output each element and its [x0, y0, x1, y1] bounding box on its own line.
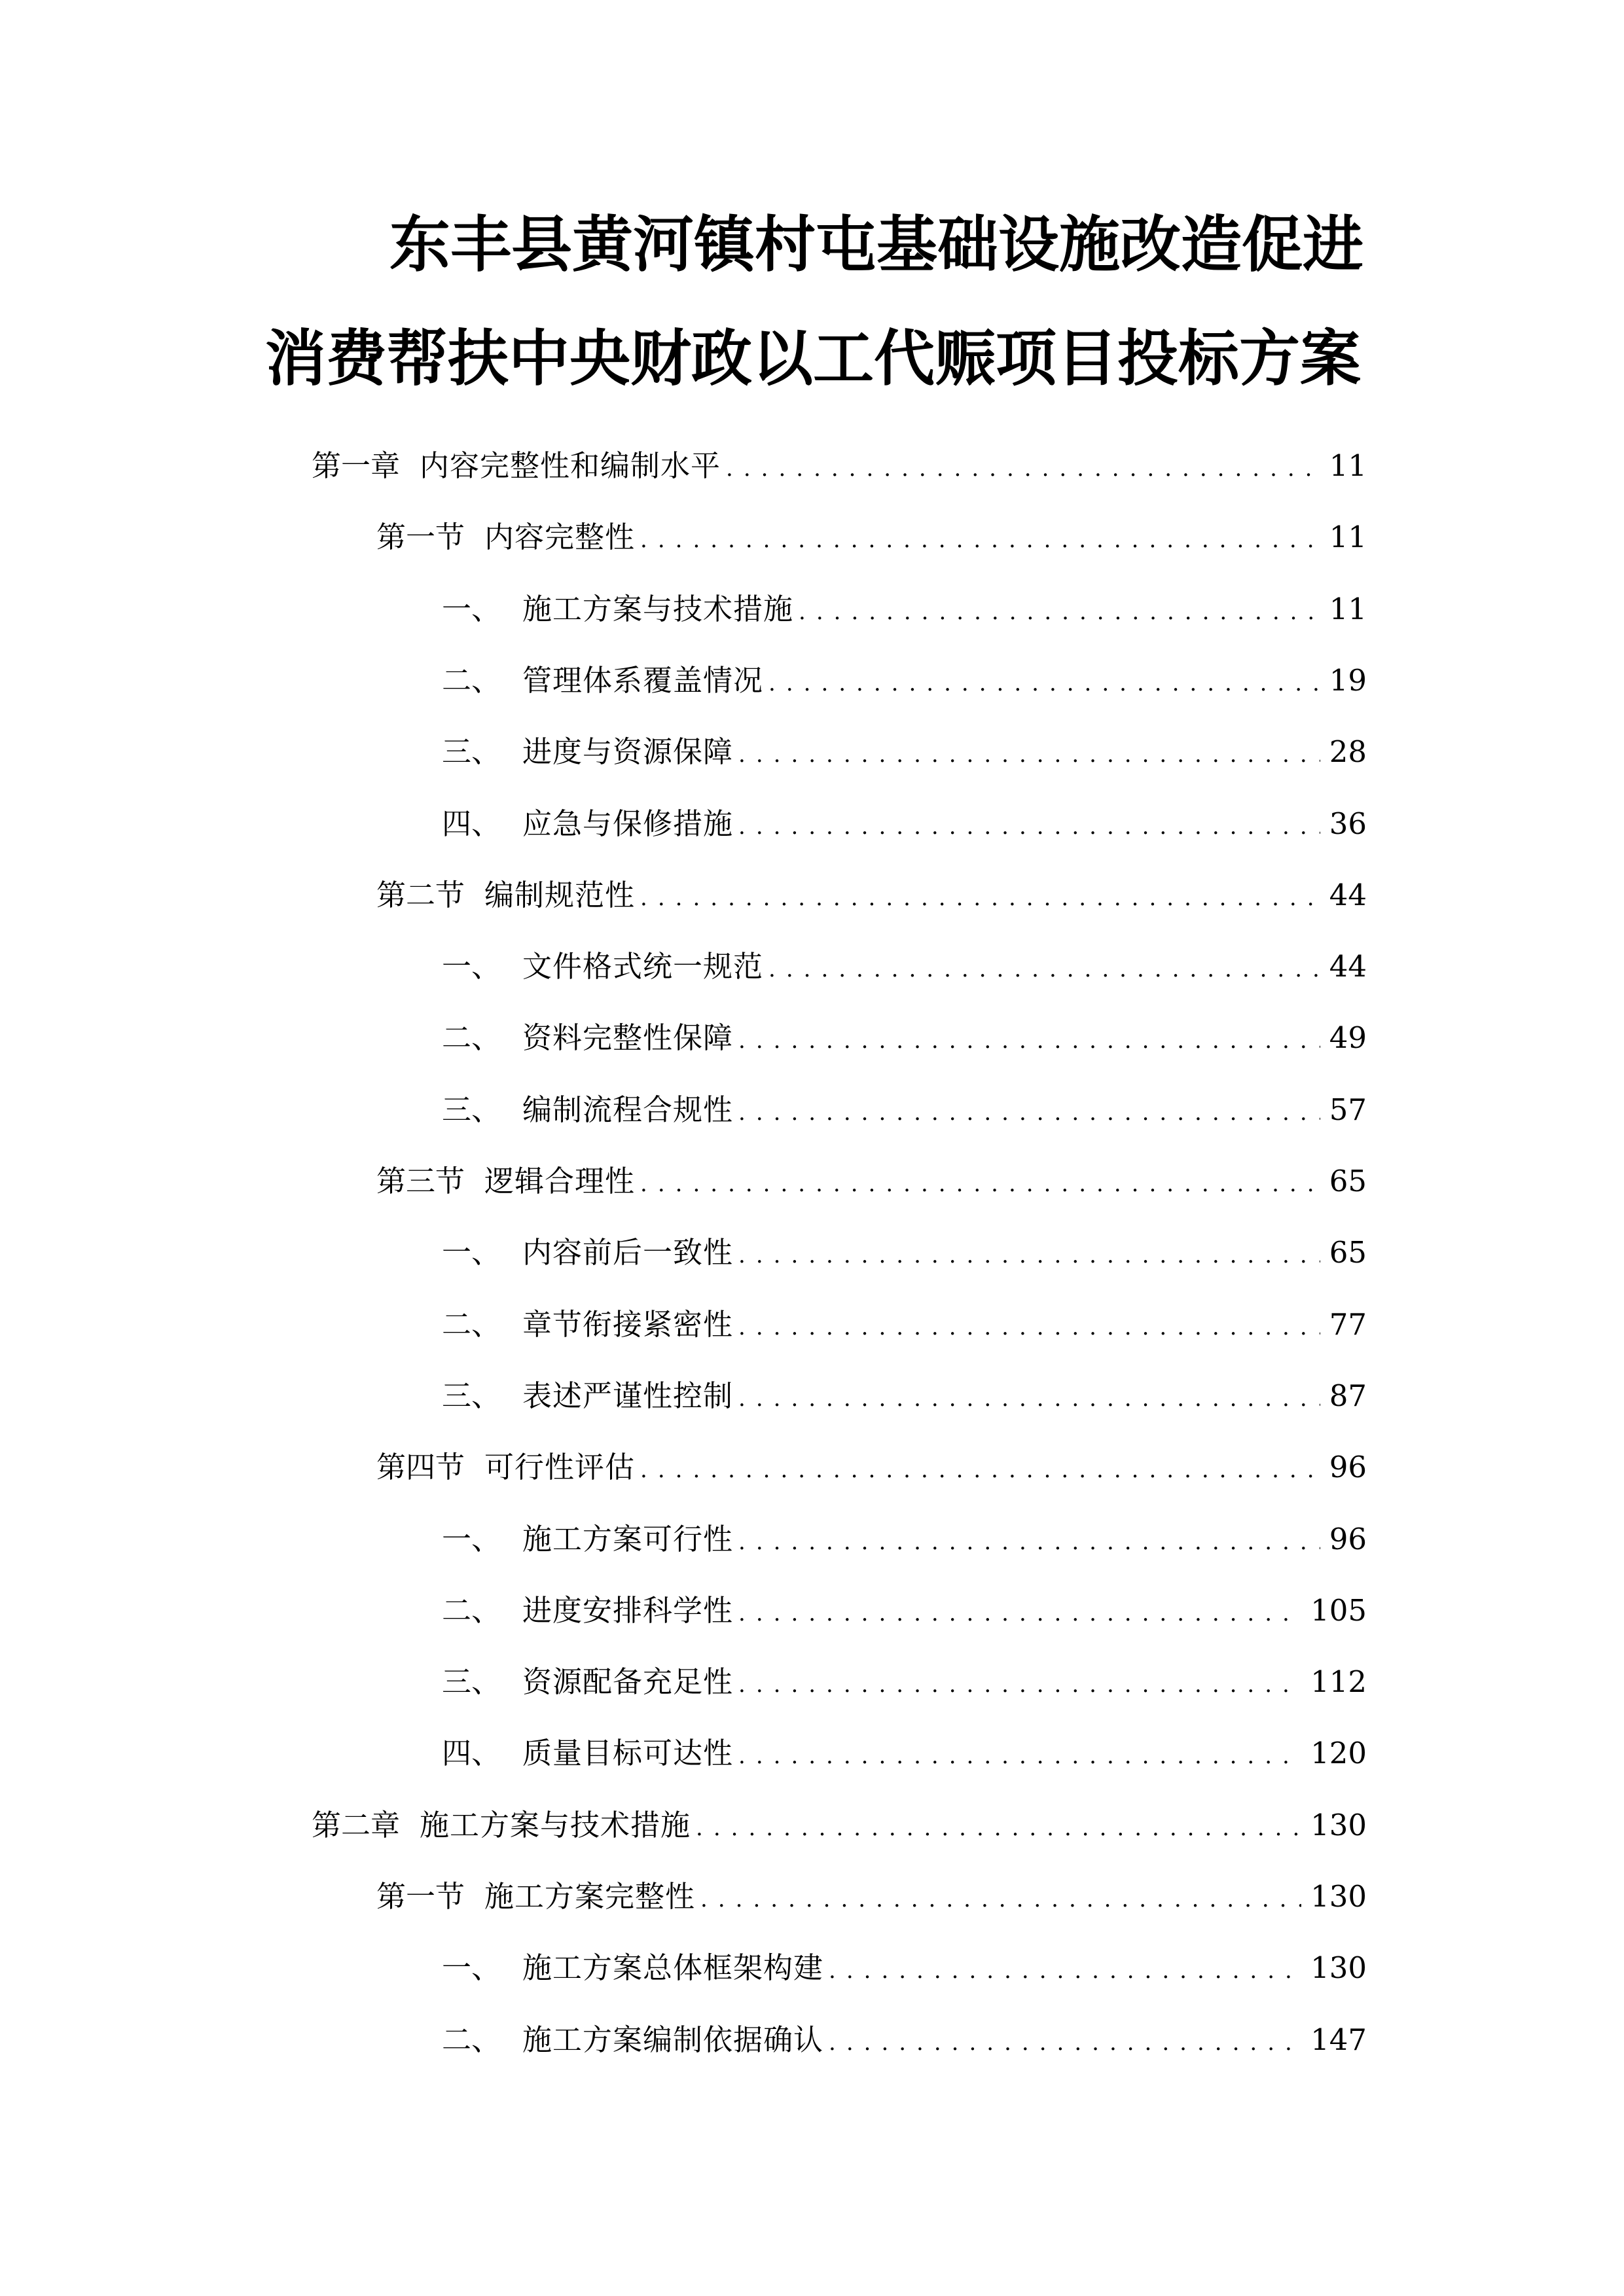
toc-entry-page-number: 130 — [1310, 1808, 1367, 1842]
toc-dot-leader — [768, 950, 1320, 989]
toc-dot-leader — [738, 1522, 1320, 1562]
toc-entry-page-number: 130 — [1310, 1950, 1367, 1985]
toc-entry-number: 一、 — [442, 1950, 501, 1985]
toc-entry-number: 一、 — [442, 1522, 501, 1556]
toc-entry[interactable] — [442, 804, 1367, 844]
toc-entry-page-number: 105 — [1310, 1593, 1367, 1628]
toc-entry-label — [442, 1948, 823, 1988]
toc-entry-title: 编制流程合规性 — [522, 1092, 734, 1127]
toc-entry-title: 应急与保修措施 — [522, 806, 734, 841]
toc-entry-page-number: 28 — [1329, 734, 1367, 769]
toc-entry-title: 施工方案编制依据确认 — [522, 2022, 824, 2057]
toc-entry[interactable] — [442, 1090, 1367, 1130]
toc-entry-title: 施工方案与技术措施 — [420, 1808, 691, 1842]
toc-entry[interactable] — [442, 732, 1367, 772]
toc-entry-label — [442, 1376, 733, 1416]
toc-dot-leader — [738, 1594, 1301, 1633]
toc-entry-title: 施工方案可行性 — [522, 1522, 734, 1556]
toc-entry[interactable] — [442, 1018, 1367, 1058]
toc-entry-number: 三、 — [442, 1092, 501, 1127]
toc-entry-label — [376, 876, 635, 915]
toc-entry[interactable] — [442, 1948, 1367, 1988]
toc-entry-label — [442, 732, 733, 772]
toc-entry-page-number: 57 — [1329, 1092, 1367, 1127]
toc-entry-page-number: 147 — [1310, 2022, 1367, 2057]
toc-dot-leader — [696, 1808, 1301, 1848]
toc-entry-page-number: 96 — [1329, 1450, 1367, 1484]
toc-entry[interactable] — [312, 446, 1367, 486]
toc-entry[interactable] — [442, 2020, 1367, 2060]
toc-entry-page-number: 130 — [1310, 1879, 1367, 1914]
toc-dot-leader — [738, 1021, 1320, 1060]
toc-dot-leader — [738, 1736, 1301, 1776]
toc-dot-leader — [738, 807, 1320, 846]
document-title-line-1: 东丰县黄河镇村屯基础设施改造促进 — [389, 209, 1363, 280]
toc-entry-label — [442, 1734, 733, 1773]
toc-entry-title: 质量目标可达性 — [522, 1736, 734, 1770]
toc-entry-label — [442, 661, 763, 700]
toc-entry[interactable] — [442, 661, 1367, 700]
toc-dot-leader — [738, 1665, 1301, 1704]
toc-entry-title: 逻辑合理性 — [484, 1164, 636, 1198]
toc-dot-leader — [726, 449, 1320, 488]
toc-entry-page-number: 112 — [1310, 1664, 1367, 1699]
toc-entry-page-number: 65 — [1329, 1235, 1367, 1270]
toc-entry[interactable] — [442, 1662, 1367, 1702]
toc-dot-leader — [738, 1236, 1320, 1275]
toc-entry-page-number: 44 — [1329, 949, 1367, 984]
toc-entry-number: 二、 — [442, 1593, 501, 1628]
toc-entry[interactable] — [376, 1162, 1367, 1201]
toc-entry-title: 施工方案与技术措施 — [522, 592, 794, 626]
toc-entry-title: 文件格式统一规范 — [522, 949, 764, 984]
toc-entry-label — [442, 2020, 823, 2060]
toc-entry-title: 资料完整性保障 — [522, 1020, 734, 1055]
toc-entry-label — [442, 1090, 733, 1130]
toc-entry-title: 表述严谨性控制 — [522, 1378, 734, 1413]
toc-entry-label — [442, 947, 763, 986]
toc-entry-label — [442, 590, 793, 629]
toc-entry[interactable] — [312, 1806, 1367, 1845]
toc-entry-label — [376, 1448, 635, 1487]
toc-entry-title: 编制规范性 — [484, 878, 636, 912]
toc-dot-leader — [640, 1450, 1320, 1490]
toc-entry-label — [442, 1018, 733, 1058]
toc-entry-number: 三、 — [442, 734, 501, 769]
toc-entry-number: 四、 — [442, 806, 501, 841]
toc-dot-leader — [829, 2023, 1301, 2062]
toc-entry-title: 资源配备充足性 — [522, 1664, 734, 1699]
toc-entry-number: 第四节 — [376, 1450, 465, 1484]
toc-entry-title: 施工方案完整性 — [484, 1879, 696, 1914]
toc-entry[interactable] — [442, 947, 1367, 986]
toc-entry-page-number: 120 — [1310, 1736, 1367, 1770]
toc-entry-label — [442, 1520, 733, 1559]
toc-dot-leader — [738, 1093, 1320, 1132]
toc-entry-title: 可行性评估 — [484, 1450, 636, 1484]
toc-entry-number: 三、 — [442, 1378, 501, 1413]
toc-entry[interactable] — [376, 876, 1367, 915]
toc-entry-label — [376, 518, 635, 557]
toc-entry-page-number: 36 — [1329, 806, 1367, 841]
toc-entry-number: 三、 — [442, 1664, 501, 1699]
toc-entry-title: 内容完整性 — [484, 520, 636, 554]
toc-entry-number: 二、 — [442, 2022, 501, 2057]
toc-dot-leader — [640, 878, 1320, 918]
toc-entry-number: 第二节 — [376, 878, 465, 912]
toc-entry-label — [376, 1162, 635, 1201]
toc-entry-number: 一、 — [442, 949, 501, 984]
toc-dot-leader — [640, 520, 1320, 560]
toc-entry-label — [312, 446, 721, 486]
toc-dot-leader — [799, 592, 1320, 632]
toc-entry-label — [312, 1806, 691, 1845]
toc-entry-number: 一、 — [442, 1235, 501, 1270]
toc-entry-page-number: 11 — [1329, 592, 1367, 626]
toc-entry-number: 四、 — [442, 1736, 501, 1770]
toc-entry-number: 二、 — [442, 1020, 501, 1055]
toc-entry[interactable] — [376, 518, 1367, 557]
toc-entry-page-number: 49 — [1329, 1020, 1367, 1055]
toc-entry-number: 第一节 — [376, 1879, 465, 1914]
toc-entry-title: 内容前后一致性 — [522, 1235, 734, 1270]
toc-entry-number: 二、 — [442, 1307, 501, 1342]
toc-entry-label — [442, 1305, 733, 1344]
toc-entry-title: 进度安排科学性 — [522, 1593, 734, 1628]
toc-entry[interactable] — [442, 1520, 1367, 1559]
toc-dot-leader — [768, 664, 1320, 703]
toc-entry[interactable] — [442, 1233, 1367, 1272]
toc-entry-page-number: 11 — [1329, 520, 1367, 554]
toc-entry-title: 施工方案总体框架构建 — [522, 1950, 824, 1985]
toc-entry-title: 内容完整性和编制水平 — [420, 448, 721, 483]
toc-dot-leader — [738, 1308, 1320, 1347]
toc-dot-leader — [738, 1379, 1320, 1418]
toc-entry-label — [376, 1877, 695, 1916]
toc-dot-leader — [738, 735, 1320, 774]
toc-entry[interactable] — [376, 1877, 1367, 1916]
toc-dot-leader — [640, 1164, 1320, 1204]
toc-entry-number: 第一节 — [376, 520, 465, 554]
toc-entry-page-number: 11 — [1329, 448, 1367, 483]
toc-entry-label — [442, 1233, 733, 1272]
toc-entry[interactable] — [442, 1305, 1367, 1344]
toc-entry-title: 章节衔接紧密性 — [522, 1307, 734, 1342]
toc-entry-page-number: 44 — [1329, 878, 1367, 912]
toc-entry-label — [442, 1591, 733, 1630]
toc-entry-label — [442, 804, 733, 844]
toc-entry-page-number: 87 — [1329, 1378, 1367, 1413]
toc-entry[interactable] — [442, 590, 1367, 629]
toc-entry[interactable] — [442, 1376, 1367, 1416]
toc-entry-page-number: 77 — [1329, 1307, 1367, 1342]
toc-entry[interactable] — [442, 1734, 1367, 1773]
toc-entry[interactable] — [376, 1448, 1367, 1487]
toc-dot-leader — [700, 1880, 1301, 1919]
toc-entry-number: 第一章 — [312, 448, 401, 483]
toc-entry-number: 二、 — [442, 663, 501, 698]
toc-entry-title: 进度与资源保障 — [522, 734, 734, 769]
toc-entry[interactable] — [442, 1591, 1367, 1630]
toc-entry-page-number: 19 — [1329, 663, 1367, 698]
toc-entry-title: 管理体系覆盖情况 — [522, 663, 764, 698]
toc-entry-page-number: 96 — [1329, 1522, 1367, 1556]
toc-entry-number: 第二章 — [312, 1808, 401, 1842]
document-title-line-2: 消费帮扶中央财政以工代赈项目投标方案 — [265, 323, 1361, 394]
toc-entry-number: 第三节 — [376, 1164, 465, 1198]
toc-entry-page-number: 65 — [1329, 1164, 1367, 1198]
toc-entry-number: 一、 — [442, 592, 501, 626]
toc-dot-leader — [829, 1951, 1301, 1990]
toc-entry-label — [442, 1662, 733, 1702]
